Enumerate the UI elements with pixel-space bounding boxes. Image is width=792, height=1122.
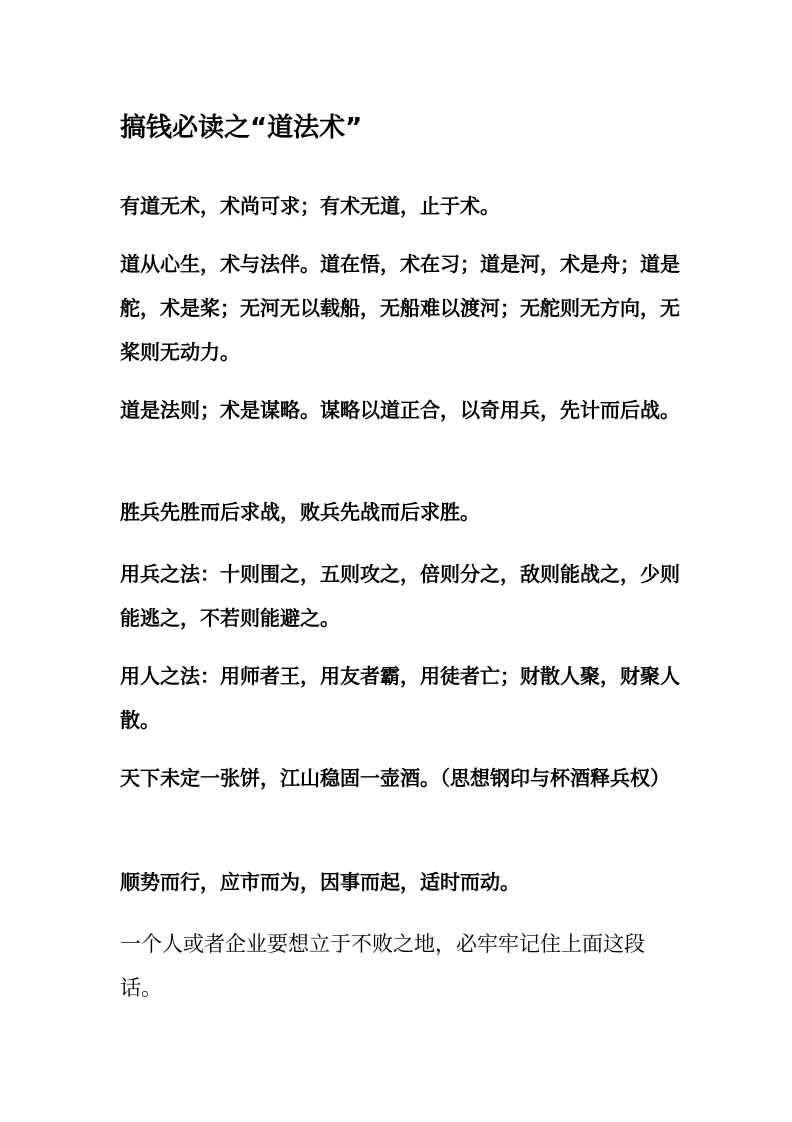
paragraph-9: 一个人或者企业要想立于不败之地，必牢牢记住上面这段话。 [120, 932, 645, 1000]
paragraph-3: 道是法则；术是谋略。谋略以道正合，以奇用兵，先计而后战。 [120, 398, 680, 422]
paragraph-5: 用兵之法：十则围之，五则攻之，倍则分之，敌则能战之，少则能逃之，不若则能避之。 [120, 562, 680, 630]
document-title: 搞钱必读之“道法术” [120, 113, 363, 143]
paragraph-4: 胜兵先胜而后求战，败兵先战而后求胜。 [120, 500, 480, 524]
paragraph-6: 用人之法：用师者王，用友者霸，用徒者亡；财散人聚，财聚人散。 [120, 664, 680, 732]
paragraph-1: 有道无术，术尚可求；有术无道，止于术。 [120, 194, 500, 218]
paragraph-8: 顺势而行，应市而为，因事而起，适时而动。 [120, 870, 520, 894]
paragraph-2: 道从心生，术与法伴。道在悟，术在习；道是河，术是舟；道是舵，术是桨；无河无以载船，无船难以渡河；无舵则无方向，无桨则无动力。 [120, 252, 680, 364]
paragraph-7: 天下未定一张饼，江山稳固一壶酒。（思想钢印与杯酒释兵权） [120, 766, 670, 790]
